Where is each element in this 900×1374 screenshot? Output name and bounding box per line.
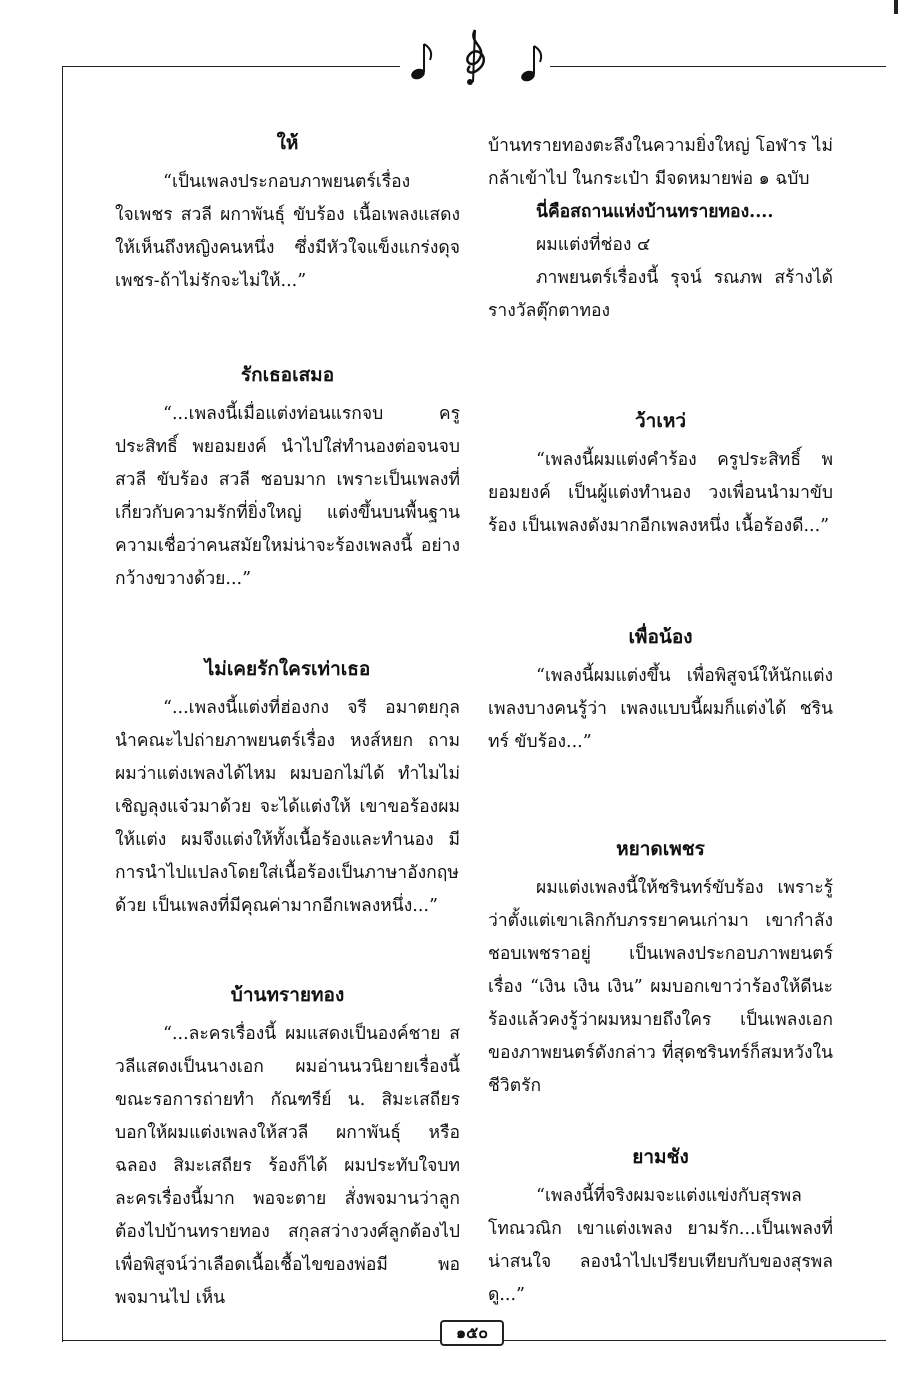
section-body: “เป็นเพลงประกอบภาพยนตร์เรื่อง ใจเพชร สวลี ผกาพันธุ์ ขับร้อง เนื้อเพลงแสดงให้เห็นถึงหญิงคนหนึ่ง ซึ่งมีหัวใจแข็งแกร่งดุจเพชร-ถ้าไม่รักจะไม่ให้...” [115,172,460,291]
section-body: “เพลงนี้ผมแต่งขึ้น เพื่อพิสูจน์ให้นักแต่งเพลงบางคนรู้ว่า เพลงแบบนี้ผมก็แต่งได้ ชรินทร์ ขับร้อง...” [488,666,833,752]
section-title: รักเธอเสมอ [240,364,335,386]
section-line: ภาพยนตร์เรื่องนี้ รุจน์ รณภพ สร้างได้รางวัลตุ๊กตาทอง [488,268,833,321]
section-phuea-nong [488,622,833,759]
section-title: ยามชัง [632,1146,689,1168]
section-body: “...เพลงนี้เมื่อแต่งท่อนแรกจบ ครูประสิทธิ์ พยอมยงค์ นำไปใส่ทำนองต่อจนจบ สวลี ขับร้อง สวลี ชอบมาก เพราะเป็นเพลงที่เกี่ยวกับความรักที่ยิ่งใหญ่ แต่งขึ้นบนพื้นฐานความเชื่อว่าคนสมัยใหม่น่าจะร้องเพลงนี้ อย่างกว้างขวางด้วย...” [115,404,460,589]
section-title: เพื่อน้อง [628,626,693,648]
section-wa-wei [488,406,833,543]
section-title: บ้านทรายทอง [230,984,345,1006]
section-yat-phet [488,834,833,1103]
section-rak-thoe-samoe [115,360,460,596]
section-hai [115,128,460,298]
section-mai-khoei-rak [115,654,460,923]
section-body: “...เพลงนี้แต่งที่ฮ่องกง จรี อมาตยกุล นำคณะไปถ่ายภาพยนตร์เรื่อง หงส์หยก ถามผมว่าแต่งเพลงได้ไหม ผมบอกไม่ได้ ทำไมไม่เชิญลุงแจ๋วมาด้วย จะได้แต่งให้ เขาขอร้องผมให้แต่ง ผมจึงแต่งให้ทั้งเนื้อร้องและทำนอง มีการนำไปแปลงโดยใส่เนื้อร้องเป็นภาษาอังกฤษด้วย เป็นเพลงที่มีคุณค่ามากอีกเพลงหนึ่ง...” [115,698,460,916]
section-body: “เพลงนี้ผมแต่งคำร้อง ครูประสิทธิ์ พยอมยงค์ เป็นผู้แต่งทำนอง วงเพื่อนนำมาขับร้อง เป็นเพลงดังมากอีกเพลงหนึ่ง เนื้อร้องดี...” [488,450,833,536]
section-body: “...ละครเรื่องนี้ ผมแสดงเป็นองค์ชาย สวลีแสดงเป็นนางเอก ผมอ่านนวนิยายเรื่องนี้ขณะรอการถ่ายทำ กัณฑรีย์ น. สิมะเสถียร บอกให้ผมแต่งเพลงให้สวลี ผกาพันธุ์ หรือ ฉลอง สิมะเสถียร ร้องก็ได้ ผมประทับใจบทละครเรื่องนี้มาก พอจะตาย สั่งพจมานว่าลูกต้องไปบ้านทรายทอง สกุลสว่างวงศ์ลูกต้องไปเพื่อพิสูจน์ว่าเลือดเนื้อเชื้อไขของพ่อมี พอพจมานไป เห็น [115,1024,460,1308]
section-title: ว้าเหว่ [634,410,687,432]
corner-mark [894,0,898,14]
section-ban-sai-thong-continued [488,130,833,328]
section-title: ไม่เคยรักใครเท่าเธอ [204,658,371,680]
section-line: นี่คือสถานแห่งบ้านทรายทอง.... [536,202,774,222]
section-body: บ้านทรายทองตะลึงในความยิ่งใหญ่ โอฬาร ไม่กล้าเข้าไป ในกระเป๋า มีจดหมายพ่อ ๑ ฉบับ [488,136,833,189]
section-body: ผมแต่งเพลงนี้ให้ชรินทร์ขับร้อง เพราะรู้ว่าตั้งแต่เขาเลิกกับภรรยาคนเก่ามา เขากำลังชอบเพชราอยู่ เป็นเพลงประกอบภาพยนตร์เรื่อง “เงิน เงิน เงิน” ผมบอกเขาว่าร้องให้ดีนะ ร้องแล้วคงรู้ว่าผมหมายถึงใคร เป็นเพลงเอกของภาพยนตร์ดังกล่าว ที่สุดชรินทร์ก็สมหวังในชีวิตรัก [488,878,833,1096]
music-notes-icon [400,22,550,92]
page-number: ๑๕๐ [440,1320,504,1346]
frame-left-rule [62,66,63,1342]
section-line: ผมแต่งที่ช่อง ๔ [536,235,651,255]
section-yam-chang [488,1142,833,1312]
section-ban-sai-thong [115,980,460,1315]
section-title: หยาดเพชร [616,838,705,860]
section-title: ให้ [276,132,299,154]
section-body: “เพลงนี้ที่จริงผมจะแต่งแข่งกับสุรพล โทณวณิก เขาแต่งเพลง ยามรัก...เป็นเพลงที่น่าสนใจ ลองนำไปเปรียบเทียบกับของสุรพลดู...” [488,1186,833,1305]
